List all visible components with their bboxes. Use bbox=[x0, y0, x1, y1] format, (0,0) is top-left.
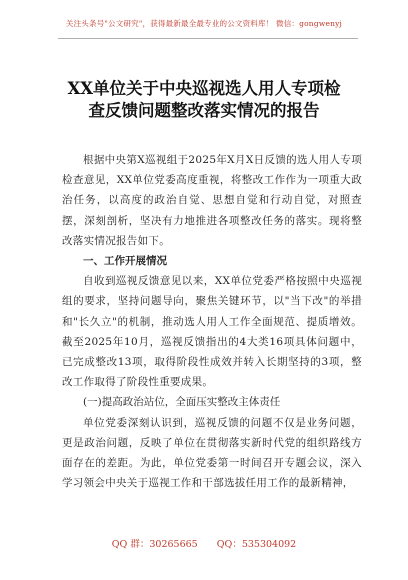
header-divider bbox=[58, 38, 358, 39]
document-body bbox=[62, 150, 362, 493]
document-title bbox=[40, 78, 368, 122]
section-paragraph: 自收到巡视反馈意见以来，XX单位党委严格按照中央巡视组的要求，坚持问题导向，聚焦关键环节，以"当下改"的举措和"长久立"的机制，推动选人用人工作全面规范、提质增效。截至2025年10月，巡视反馈指出的4大类16项具体问题中，已完成整改13项，取得阶段性成效并转入长期坚持的3项，整改工作取得了阶段性重要成果。 bbox=[62, 275, 362, 389]
title-line-1: XX单位关于中央巡视选人用人专项检 bbox=[67, 79, 341, 98]
title-line-2: 查反馈问题整改落实情况的报告 bbox=[88, 101, 320, 120]
section-heading: 一、工作开展情况 bbox=[83, 255, 167, 268]
footer-qq: QQ：535304092 bbox=[216, 539, 297, 550]
subsection-heading: (一)提高政治站位，全面压实整改主体责任 bbox=[83, 396, 281, 409]
intro-paragraph: 根据中央第X巡视组于2025年X月X日反馈的选人用人专项检查意见，XX单位党委高度重视，将整改工作作为一项重大政治任务，以高度的政治自觉、思想自觉和行动自觉，对照查摆，深刻剖析，坚决有力地推进各项整改任务的落实。现将整改落实情况报告如下。 bbox=[62, 154, 362, 247]
subsection-paragraph: 单位党委深刻认识到，巡视反馈的问题不仅是业务问题，更是政治问题，反映了单位在贯彻落实新时代党的组织路线方面存在的差距。为此，单位党委第一时间召开专题会议，深入学习领会中央关于巡视工作和干部选拔任用工作的最新精神， bbox=[62, 416, 362, 490]
footer-contact bbox=[0, 536, 408, 550]
header-banner: 关注头条号"公文研究"，获得最新最全最专业的公文资料库！ 微信：gongwenyj bbox=[65, 19, 343, 28]
footer-qq-group: QQ 群：30265665 bbox=[111, 539, 198, 550]
